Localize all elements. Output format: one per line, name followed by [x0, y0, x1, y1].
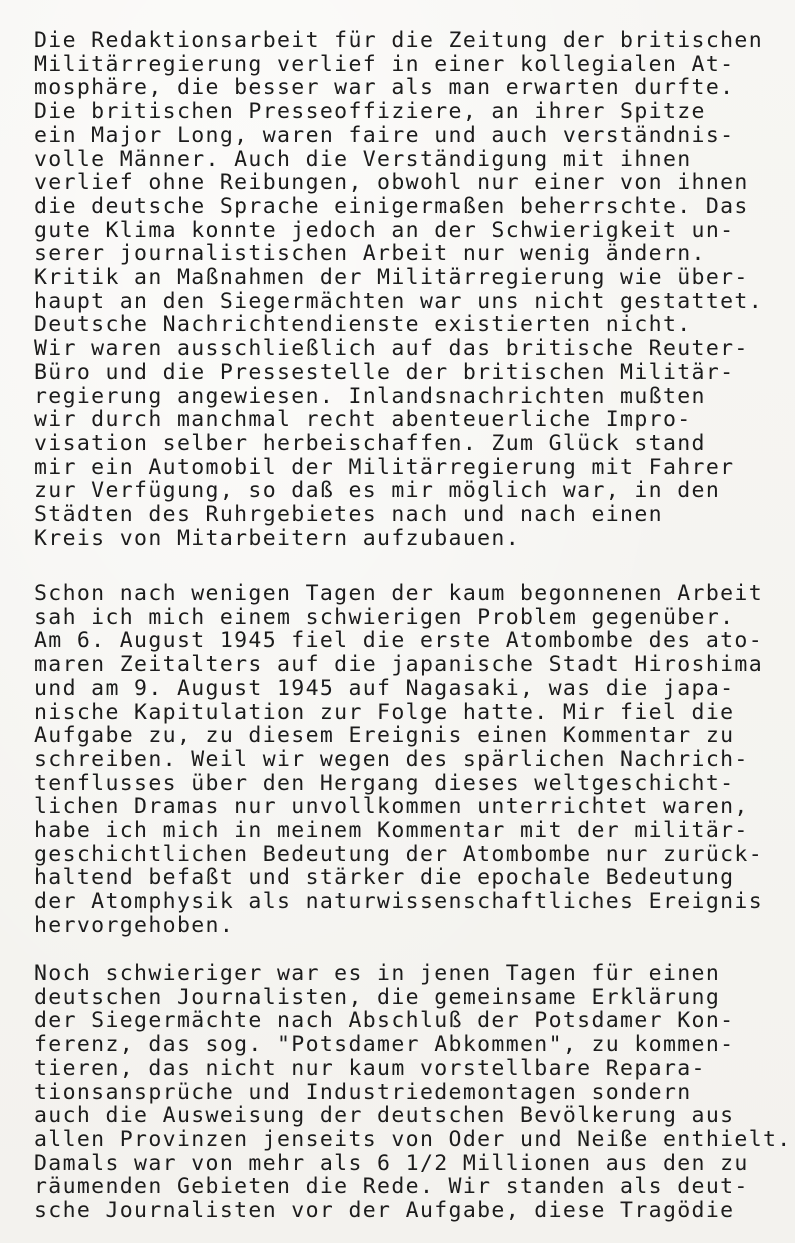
paragraph-1: [34, 29, 780, 550]
text-line: wir durch manchmal recht abenteuerliche Impro-: [34, 407, 692, 433]
text-line: visation selber herbeischaffen. Zum Glück stand: [34, 430, 706, 456]
text-line: ferenz, das sog. "Potsdamer Abkommen", zu kommen-: [34, 1032, 735, 1058]
text-line: geschichtlichen Bedeutung der Atombombe nur zurück-: [34, 841, 763, 867]
text-line: habe ich mich in meinem Kommentar mit der militär-: [34, 818, 749, 844]
text-line: auch die Ausweisung der deutschen Bevölkerung aus: [34, 1103, 735, 1129]
text-line: mir ein Automobil der Militärregierung mit Fahrer: [34, 454, 735, 480]
text-line: verlief ohne Reibungen, obwohl nur einer von ihnen: [34, 170, 749, 196]
text-line: gute Klima konnte jedoch an der Schwierigkeit un-: [34, 217, 735, 243]
text-line: Damals war von mehr als 6 1/2 Millionen aus den zu: [34, 1150, 749, 1176]
text-line: Aufgabe zu, zu diesem Ereignis einen Kommentar zu: [34, 723, 735, 749]
text-line: sah ich mich einem schwierigen Problem gegenüber.: [34, 604, 735, 630]
text-line: der Atomphysik als naturwissenschaftliches Ereignis: [34, 889, 763, 915]
text-line: tenflusses über den Hergang dieses weltgeschicht-: [34, 770, 735, 796]
text-line: schreiben. Weil wir wegen des spärlichen Nachrich-: [34, 746, 749, 772]
text-line: Militärregierung verlief in einer kollegialen At-: [34, 51, 735, 77]
text-line: hervorgehoben.: [34, 912, 235, 938]
text-line: zur Verfügung, so daß es mir möglich war, in den: [34, 478, 721, 504]
text-line: tionsansprüche und Industriedemontagen sondern: [34, 1079, 692, 1105]
text-line: regierung angewiesen. Inlandsnachrichten mußten: [34, 383, 706, 409]
text-line: Deutsche Nachrichtendienste existierten nicht.: [34, 312, 692, 338]
text-line: der Siegermächte nach Abschluß der Potsdamer Kon-: [34, 1008, 735, 1034]
text-line: sche Journalisten vor der Aufgabe, diese Tragödie: [34, 1198, 735, 1224]
text-line: lichen Dramas nur unvollkommen unterrichtet waren,: [34, 794, 749, 820]
text-line: Kreis von Mitarbeitern aufzubauen.: [34, 525, 520, 551]
text-line: deutschen Journalisten, die gemeinsame Erklärung: [34, 984, 721, 1010]
text-line: Kritik an Maßnahmen der Militärregierung wie über-: [34, 265, 749, 291]
text-line: Die Redaktionsarbeit für die Zeitung der britischen: [34, 28, 763, 53]
text-line: ein Major Long, waren faire und auch verständnis-: [34, 122, 735, 148]
text-line: Städten des Ruhrgebietes nach und nach einen: [34, 502, 663, 528]
text-line: serer journalistischen Arbeit nur wenig ändern.: [34, 241, 706, 267]
text-line: volle Männer. Auch die Verständigung mit ihnen: [34, 146, 692, 172]
text-line: haltend befaßt und stärker die epochale Bedeutung: [34, 865, 735, 891]
paragraph-2: [34, 582, 780, 938]
text-line: Schon nach wenigen Tagen der kaum begonnenen Arbeit: [34, 581, 763, 606]
paragraph-3: [34, 961, 792, 1224]
text-line: und am 9. August 1945 auf Nagasaki, was die japa-: [34, 675, 735, 701]
text-line: haupt an den Siegermächten war uns nicht gestattet.: [34, 288, 763, 314]
text-line: nische Kapitulation zur Folge hatte. Mir fiel die: [34, 699, 735, 725]
text-line: maren Zeitalters auf die japanische Stadt Hiroshima: [34, 652, 763, 678]
text-line: mosphäre, die besser war als man erwarten durfte.: [34, 75, 735, 101]
text-line: tieren, das nicht nur kaum vorstellbare Repara-: [34, 1055, 706, 1081]
text-line: Wir waren ausschließlich auf das britische Reuter-: [34, 336, 749, 362]
text-line: räumenden Gebieten die Rede. Wir standen als deut-: [34, 1174, 749, 1200]
text-line: Noch schwieriger war es in jenen Tagen für einen: [34, 961, 721, 986]
text-line: Am 6. August 1945 fiel die erste Atombombe des ato-: [34, 628, 763, 654]
text-line: allen Provinzen jenseits von Oder und Neiße enthielt.: [34, 1126, 792, 1152]
text-line: Büro und die Pressestelle der britischen Militär-: [34, 359, 735, 385]
text-line: die deutsche Sprache einigermaßen beherrschte. Das: [34, 193, 749, 219]
text-line: Die britischen Presseoffiziere, an ihrer Spitze: [34, 99, 706, 125]
